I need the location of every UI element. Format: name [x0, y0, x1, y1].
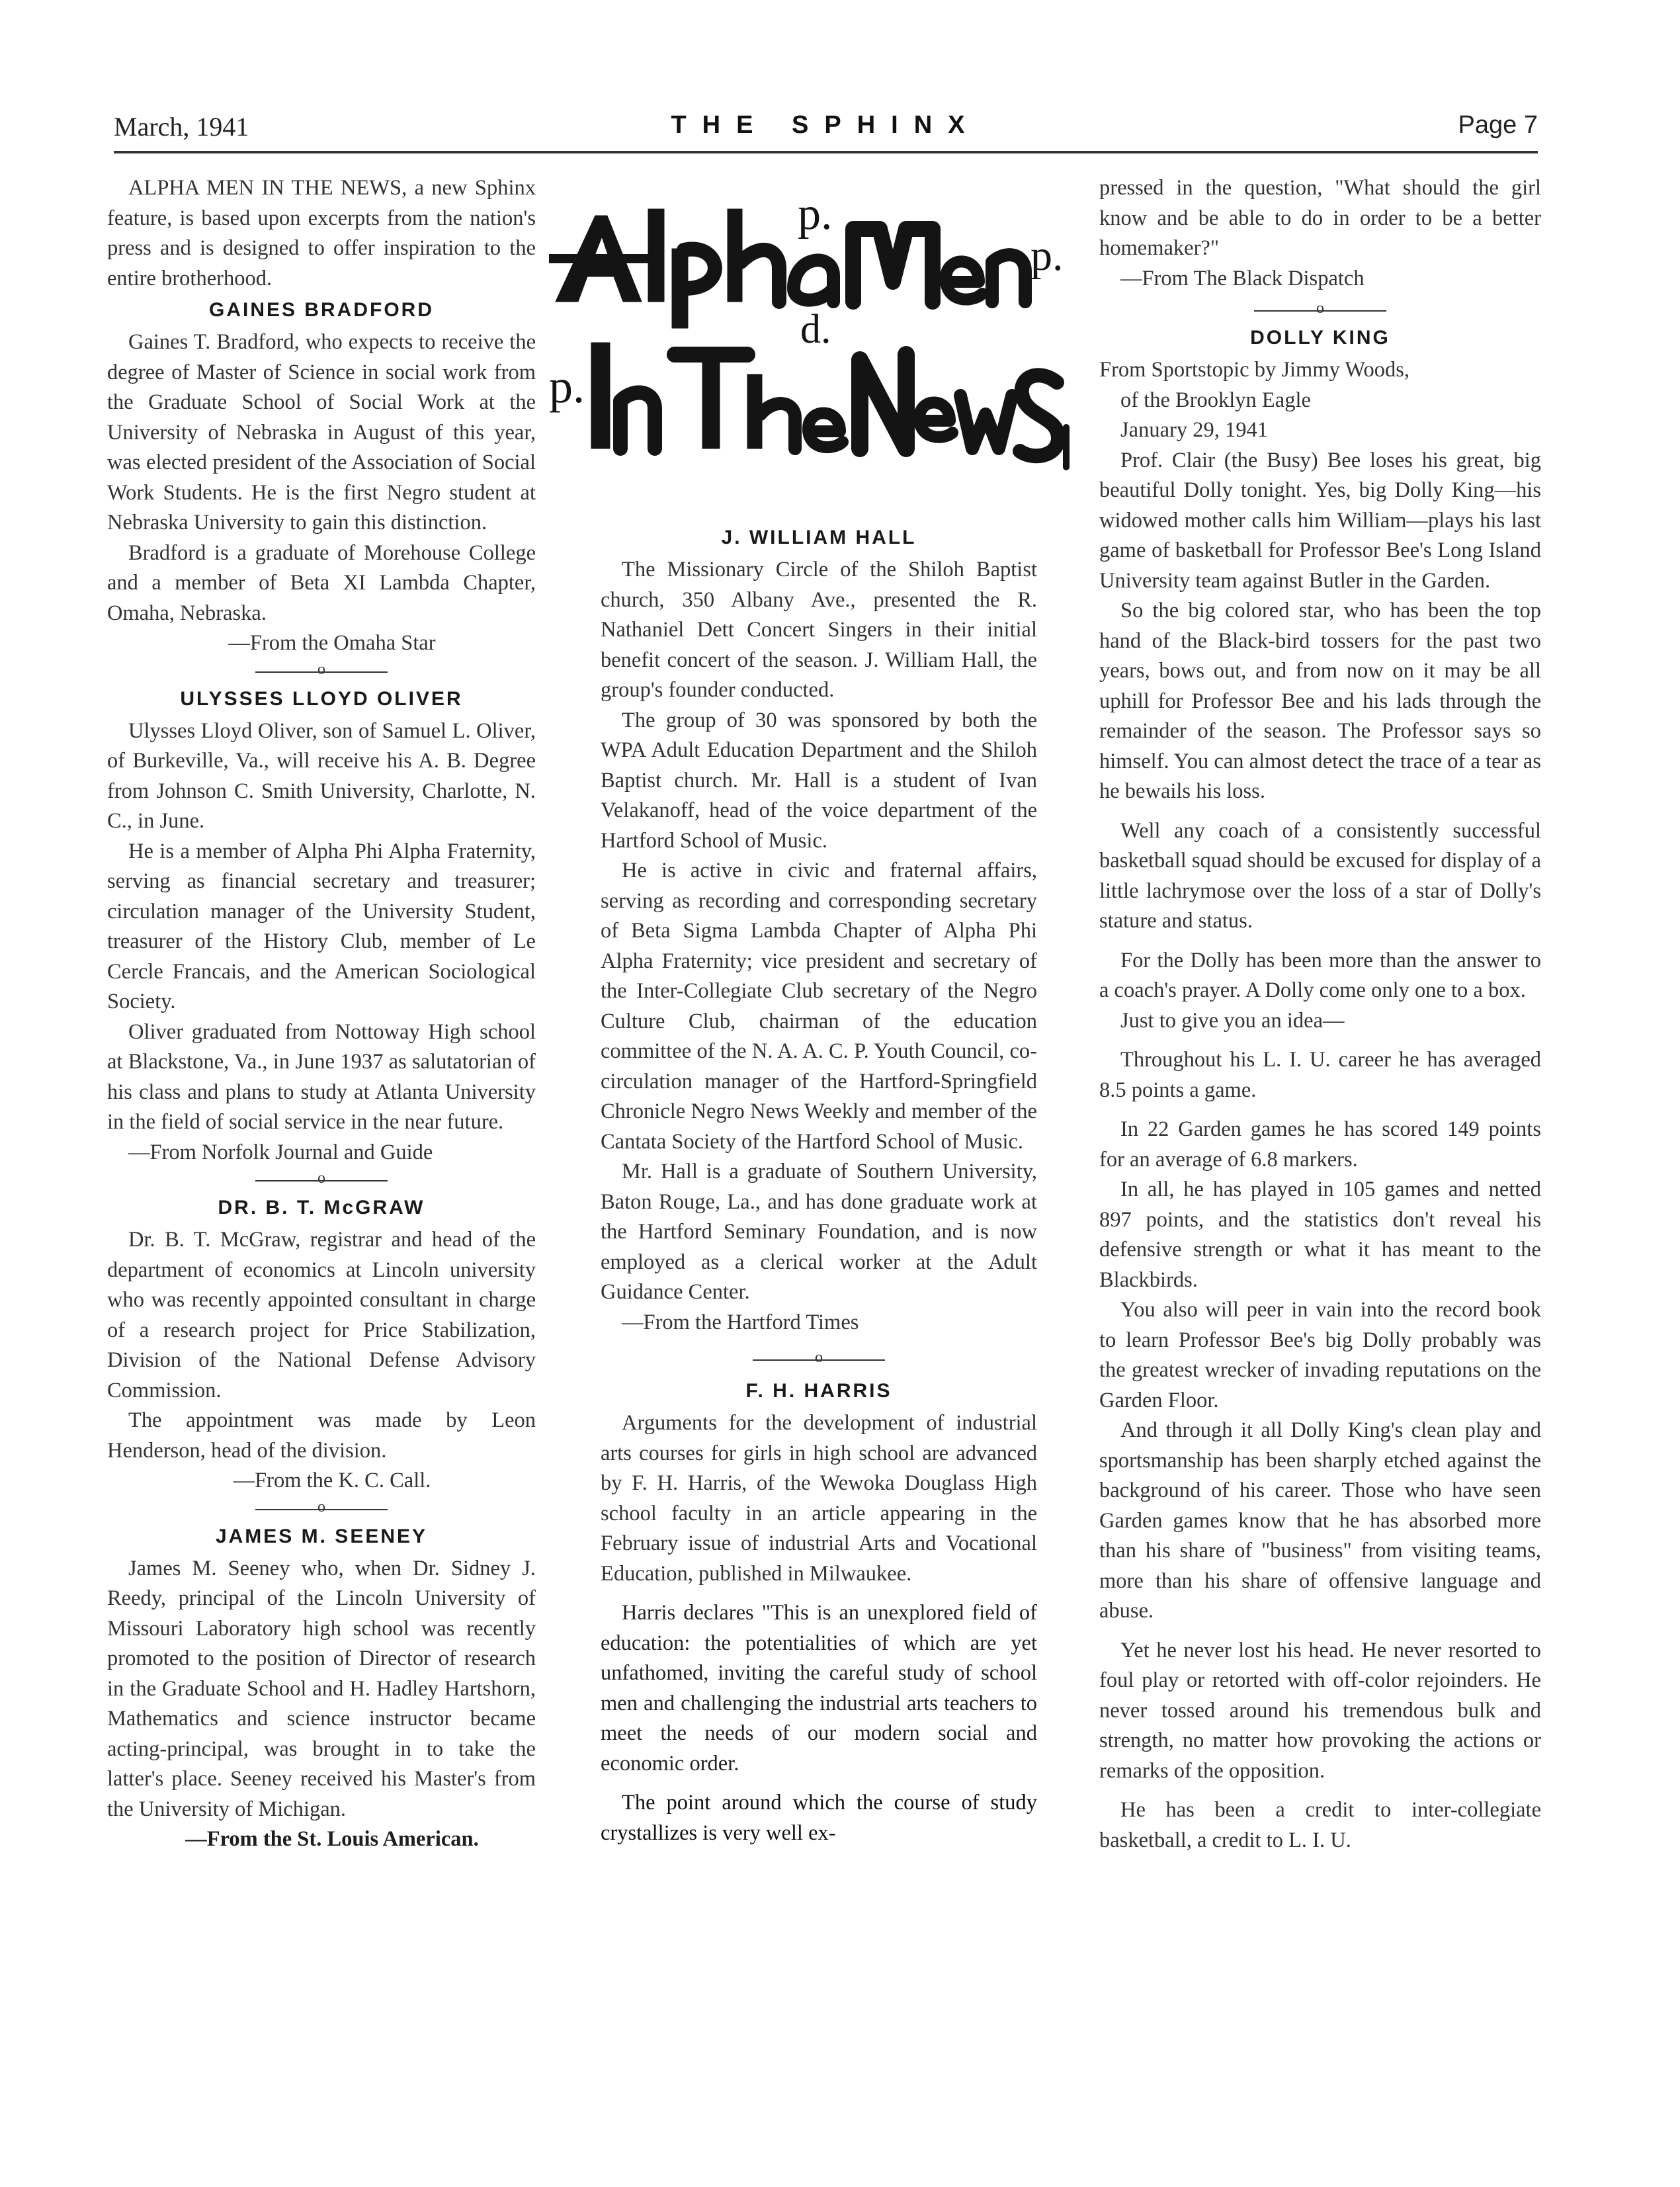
section-heading-dolly-king: DOLLY KING: [1250, 327, 1390, 349]
article-paragraph: And through it all Dolly King's clean play and sportsmanship has been sharply etched against the background of his career. Those who have seen Garden games know that he has absorbed more than his share of "business" from visiting teams, more than his share of offensive language and abuse.: [1099, 1418, 1541, 1623]
article-paragraph: Bradford is a graduate of Morehouse College and a member of Beta XI Lambda Chapter, Omaha, Nebraska.: [107, 540, 536, 625]
running-head: [114, 111, 1538, 151]
article-paragraph: Harris declares "This is an unexplored field of education: the potentialities of which are yet unfathomed, inviting the careful study of school men and challenging the industrial arts teachers to meet the needs of our modern social and economic order.: [601, 1601, 1037, 1776]
article-paragraph: For the Dolly has been more than the answer to a coach's prayer. A Dolly come only one to a box.: [1099, 948, 1541, 1002]
section-divider: [107, 1170, 536, 1190]
page-number: Page 7: [1458, 111, 1538, 139]
section-heading-gaines-bradford: GAINES BRADFORD: [208, 299, 434, 321]
source-credit: —From the St. Louis American.: [185, 1827, 479, 1851]
article-paragraph: Well any coach of a consistently successful basketball squad should be excused for display of a little lachrymose over the loss of a star of Dolly's stature and status.: [1099, 818, 1541, 933]
article-paragraph: Dr. B. T. McGraw, registrar and head of the department of economics at Lincoln university who was recently appointed consultant in charge of a research project for Price Stabilization, Division of the National Defense Advisory Commission.: [107, 1228, 536, 1402]
svg-text:p.: p.: [798, 189, 833, 239]
article-paragraph: In all, he has played in 105 games and netted 897 points, and the statistics don't reveal his defensive strength or what it has meant to the Blackbirds.: [1099, 1178, 1541, 1292]
article-paragraph: Oliver graduated from Nottoway High school at Blackstone, Va., in June 1937 as salutatorian of his class and plans to study at Atlanta University in the field of social service in the near future.: [107, 1019, 536, 1134]
section-heading-j-william-hall: J. WILLIAM HALL: [721, 527, 917, 548]
article-paragraph: Arguments for the development of industrial arts courses for girls in high school are advanced by F. H. Harris, of the Wewoka Douglass High school faculty in an article appearing in the February issue of industrial Arts and Vocational Education, published in Milwaukee.: [601, 1411, 1037, 1586]
article-paragraph-continued: pressed in the question, "What should the girl know and be able to do in order to be a better homemaker?": [1099, 176, 1541, 260]
section-heading-ulysses-lloyd-oliver: ULYSSES LLOYD OLIVER: [180, 687, 463, 710]
article-paragraph: He is a member of Alpha Phi Alpha Fraternity, serving as financial secretary and treasurer; circulation manager of the University Student, treasurer of the History Club, member of Le Cercle Francais, and the American Sociological Society.: [107, 839, 536, 1013]
article-paragraph: The group of 30 was sponsored by both the WPA Adult Education Department and the Shiloh Baptist church. Mr. Hall is a student of Ivan Velakanoff, head of the voice department of the Hartford School of Music.: [601, 708, 1037, 853]
byline-date: January 29, 1941: [1120, 418, 1268, 442]
svg-text:p.: p.: [1030, 232, 1064, 280]
article-paragraph: He is active in civic and fraternal affairs, serving as recording and corresponding secretary of Beta Sigma Lambda Chapter of Alpha Phi Alpha Fraternity; vice president and secretary of the Inter-Collegiate Club secretary of the Negro Culture Club, chairman of the education committee of the N. A. A. C. P. Youth Council, co-circulation manager of the Hartford-Springfield Chronicle Negro News Weekly and member of the Cantata Society of the Hartford School of Music.: [601, 859, 1037, 1154]
article-paragraph: The appointment was made by Leon Henderson, head of the division.: [107, 1408, 536, 1463]
article-paragraph: Mr. Hall is a graduate of Southern University, Baton Rouge, La., and has done graduate work at the Hartford Seminary Foundation, and is now employed as a clerical worker at the Adult Guidance Center.: [601, 1160, 1037, 1304]
section-heading-bt-mcgraw: DR. B. T. McGRAW: [218, 1197, 425, 1219]
article-paragraph: James M. Seeney who, when Dr. Sidney J. Reedy, principal of the Lincoln University of Missouri Laboratory high school was recently promoted to the position of Director of research in the Graduate School and H. Hadley Hartshorn, Mathematics and science instructor became acting-principal, was brought in to take the latter's place. Seeney received his Master's from the University of Michigan.: [107, 1556, 536, 1821]
column-right: [1099, 173, 1541, 1856]
article-paragraph: You also will peer in vain into the record book to learn Professor Bee's big Dolly probably was the greatest wrecker of invading reputations on the Garden Floor.: [1099, 1298, 1541, 1412]
svg-text:d.: d.: [800, 307, 831, 352]
section-heading-f-h-harris: F. H. HARRIS: [745, 1380, 892, 1402]
article-paragraph: Just to give you an idea—: [1120, 1008, 1345, 1033]
article-paragraph: Yet he never lost his head. He never resorted to foul play or retorted with off-color rejoinders. He never tossed around his tremendous bulk and strength, no matter how provoking the actions or remarks of the opposition.: [1099, 1638, 1541, 1783]
section-divider: [107, 662, 536, 681]
article-paragraph: He has been a credit to inter-collegiate basketball, a credit to L. I. U.: [1099, 1798, 1541, 1852]
column-left: [107, 173, 536, 1855]
byline: of the Brooklyn Eagle: [1120, 388, 1311, 412]
section-divider: [1099, 300, 1541, 320]
column-middle: [601, 521, 1037, 1848]
source-credit: —From Norfolk Journal and Guide: [128, 1140, 433, 1164]
source-credit: —From the Hartford Times: [622, 1310, 859, 1334]
article-paragraph: Gaines T. Bradford, who expects to receive the degree of Master of Science in social work from the Graduate School of Social Work at the University of Nebraska in August of this year, was elected president of the Association of Social Work Students. He is the first Negro student at Nebraska University to gain this distinction.: [107, 330, 536, 535]
svg-text:p.: p.: [549, 360, 585, 413]
alpha-men-in-the-news-logo: [549, 189, 1071, 507]
header-rule: [114, 151, 1538, 153]
article-paragraph: The Missionary Circle of the Shiloh Baptist church, 350 Albany Ave., presented the R. Nathaniel Dett Concert Singers in their initial benefit concert of the season. J. William Hall, the group's founder conducted.: [601, 558, 1037, 702]
issue-date: March, 1941: [114, 112, 249, 142]
source-credit: —From The Black Dispatch: [1120, 266, 1365, 290]
intro-paragraph: ALPHA MEN IN THE NEWS, a new Sphinx feature, is based upon excerpts from the nation's press and is designed to offer inspiration to the entire brotherhood.: [107, 176, 536, 290]
publication-title: THE SPHINX: [671, 111, 981, 139]
article-paragraph: In 22 Garden games he has scored 149 points for an average of 6.8 markers.: [1099, 1117, 1541, 1172]
section-divider: [107, 1499, 536, 1519]
article-paragraph: Prof. Clair (the Busy) Bee loses his great, big beautiful Dolly tonight. Yes, big Dolly King—his widowed mother calls him William—plays his last game of basketball for Professor Bee's Long Island University team against Butler in the Garden.: [1099, 448, 1541, 593]
article-paragraph: So the big colored star, who has been the top hand of the Black-bird tossers for the past two years, bows out, and from now on it may be all uphill for Professor Bee and his lads through the remainder of the season. The Professor says so himself. You can almost detect the trace of a tear as he bewails his loss.: [1099, 599, 1541, 803]
article-paragraph: Ulysses Lloyd Oliver, son of Samuel L. Oliver, of Burkeville, Va., will receive his A. B. Degree from Johnson C. Smith University, Charlotte, N. C., in June.: [107, 718, 536, 833]
byline: From Sportstopic by Jimmy Woods,: [1099, 358, 1409, 382]
source-credit: —From the K. C. Call.: [233, 1469, 431, 1492]
article-paragraph: Throughout his L. I. U. career he has averaged 8.5 points a game.: [1099, 1048, 1541, 1102]
section-divider: [601, 1350, 1037, 1369]
article-paragraph: The point around which the course of study crystallizes is very well ex-: [601, 1791, 1037, 1845]
source-credit: —From the Omaha Star: [228, 631, 436, 655]
section-heading-james-m-seeney: JAMES M. SEENEY: [215, 1525, 428, 1547]
